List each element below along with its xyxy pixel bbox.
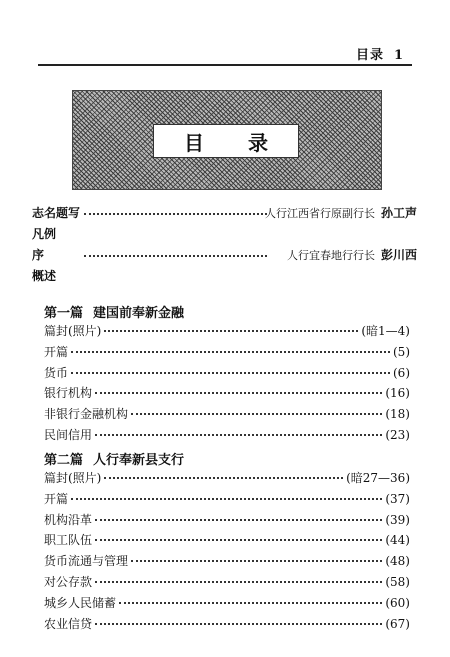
title-box [153, 124, 299, 158]
title-panel [72, 90, 382, 190]
toc-entry[interactable] [44, 426, 410, 447]
dot-leader [131, 413, 382, 415]
toc-entry-label: 机构沿革 [44, 512, 93, 527]
front-matter-row [32, 267, 417, 288]
toc-entry-label: 货币流通与管理 [44, 554, 129, 569]
toc-entry[interactable] [44, 384, 410, 405]
chapter-title: 人行奉新县支行 [93, 453, 185, 468]
front-matter-label: 概述 [32, 269, 57, 283]
toc-entry-label: 城乡人民储蓄 [44, 595, 117, 610]
toc-entry[interactable] [44, 573, 410, 594]
chapter-number: 第二篇 [44, 453, 84, 468]
front-matter-label: 志名题写 [32, 206, 81, 220]
toc-entry[interactable] [44, 364, 410, 385]
dot-leader [95, 623, 382, 625]
dot-leader [84, 255, 267, 257]
author-name: 彭川西 [380, 248, 417, 262]
toc-entry[interactable] [44, 405, 410, 426]
toc-entry-page: (44) [385, 533, 410, 548]
running-header-title: 目录 [355, 48, 384, 63]
toc-entry[interactable] [44, 469, 410, 490]
toc-entry[interactable] [44, 343, 410, 364]
toc-entry-label: 篇封(照片) [44, 471, 102, 485]
dot-leader [119, 602, 382, 604]
toc-entry[interactable] [44, 615, 410, 636]
toc-entry-page: (58) [385, 574, 410, 589]
front-matter-row [32, 225, 417, 246]
chapter-1 [44, 302, 410, 447]
toc-entry-page: (37) [385, 491, 410, 506]
chapter-2 [44, 449, 410, 635]
header-rule [38, 64, 412, 66]
toc-entry-label: 非银行金融机构 [44, 407, 129, 422]
toc-entry[interactable] [44, 490, 410, 511]
toc-entry-page: (16) [385, 386, 410, 401]
author-name: 孙工声 [380, 206, 417, 220]
chapter-number: 第一篇 [44, 306, 84, 321]
toc-entry-label: 农业信贷 [44, 616, 93, 631]
chapter-title: 建国前奉新金融 [93, 306, 185, 321]
dot-leader [71, 372, 390, 374]
title-char-1: 目 [184, 130, 204, 155]
toc-entry-page: (5) [393, 344, 410, 359]
dot-leader [104, 477, 343, 479]
dot-leader [95, 434, 382, 436]
front-matter-author [265, 204, 417, 221]
page-number: 1 [393, 48, 404, 63]
toc-entry[interactable] [44, 531, 410, 552]
dot-leader [95, 519, 382, 521]
title-char-2: 录 [248, 130, 268, 155]
toc-entry-page: (67) [385, 616, 410, 631]
dot-leader [104, 330, 358, 332]
author-title: 人行宜春地行行长 [286, 249, 375, 262]
toc-entry-page: (18) [385, 407, 410, 422]
toc-entry-label: 货币 [44, 365, 69, 380]
dot-leader [71, 351, 390, 353]
dot-leader [95, 539, 382, 541]
dot-leader [71, 498, 382, 500]
toc-entry[interactable] [44, 552, 410, 573]
front-matter-label: 序 [32, 248, 45, 262]
toc-entry-label: 职工队伍 [44, 533, 93, 548]
toc-entry-page: (23) [385, 427, 410, 442]
toc-entry-label: 篇封(照片) [44, 324, 102, 338]
toc-entry-page: (60) [385, 595, 410, 610]
dot-leader [84, 213, 267, 215]
dot-leader [131, 560, 382, 562]
dot-leader [95, 392, 382, 394]
front-matter-author [287, 246, 417, 263]
toc-entry-page: (48) [385, 554, 410, 569]
running-header [356, 44, 404, 63]
toc-entry-page: (39) [385, 512, 410, 527]
toc-entry[interactable] [44, 511, 410, 532]
toc-entry-label: 开篇 [44, 491, 69, 506]
toc-entry-page: (6) [393, 365, 410, 380]
dot-leader [95, 581, 382, 583]
chapter-heading [44, 302, 410, 322]
front-matter-row [32, 204, 417, 225]
author-title: 人行江西省行原副行长 [264, 207, 375, 220]
toc-entry-page: (暗27—36) [346, 471, 410, 485]
front-matter-row [32, 246, 417, 267]
toc-entry-label: 开篇 [44, 344, 69, 359]
toc-entry-label: 对公存款 [44, 574, 93, 589]
front-matter-list [32, 204, 417, 288]
toc-entry[interactable] [44, 594, 410, 615]
toc-entry-label: 银行机构 [44, 386, 93, 401]
toc-entry-label: 民间信用 [44, 427, 93, 442]
toc-entry-page: (暗1—4) [361, 324, 410, 338]
chapter-heading [44, 449, 410, 469]
toc-entry[interactable] [44, 322, 410, 343]
front-matter-label: 凡例 [32, 227, 57, 241]
